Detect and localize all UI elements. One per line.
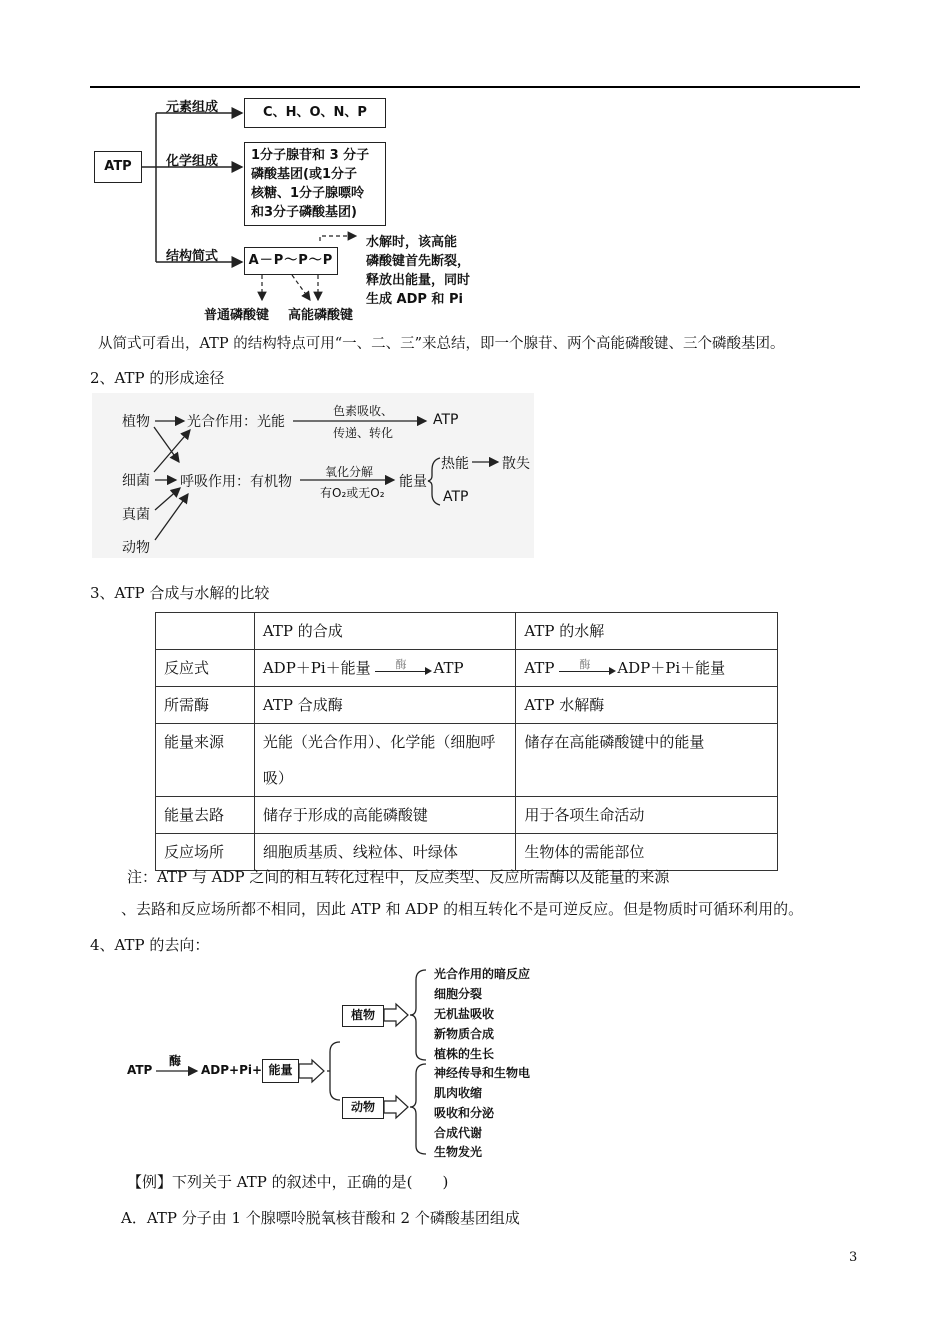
animal-use-2: 肌肉收缩: [434, 1086, 483, 1100]
atp-output-2: ATP: [443, 489, 469, 505]
row-label: 反应式: [156, 650, 255, 687]
enzyme-label: 酶: [169, 1054, 182, 1068]
heat-label: 热能: [441, 456, 469, 472]
animal-use-4: 合成代谢: [434, 1126, 483, 1140]
row-label: 能量来源: [156, 724, 255, 797]
paragraph-structure-summary: 从简式可看出，ATP 的结构特点可用“一、二、三”来总结，即一个腺苷、两个高能磷酸键、三个磷酸基团。: [98, 336, 785, 352]
note-line-1: 水解时，该高能: [366, 235, 458, 250]
row-label: 能量去路: [156, 797, 255, 834]
respiration-label: 呼吸作用：有机物: [180, 474, 292, 490]
chem-line-1: 1分子腺苷和 3 分子: [251, 148, 370, 163]
synthesis-cell: ATP 合成酶: [254, 687, 516, 724]
animal-use-1: 神经传导和生物电: [434, 1066, 531, 1080]
arrow1-top-label: 色素吸收、: [333, 404, 394, 418]
note-line-2: 、去路和反应场所都不相同，因此 ATP 和 ADP 的相互转化不是可逆反应。但是物质时可循环利用的。: [121, 900, 804, 918]
element-composition-label: 元素组成: [166, 100, 219, 115]
plant-use-2: 细胞分裂: [434, 987, 483, 1001]
synthesis-reactants: ADP＋Pi＋能量: [262, 659, 371, 677]
plant-use-3: 无机盐吸收: [434, 1007, 495, 1021]
high-energy-bond-label: 高能磷酸键: [288, 308, 354, 323]
arrow2-top-label: 氧化分解: [325, 465, 374, 479]
note-line-4: 生成 ADP 和 Pi: [366, 292, 463, 307]
synthesis-cell-line-2: 吸）: [262, 769, 293, 787]
hydrolysis-cell: 储存在高能磷酸键中的能量: [516, 724, 778, 797]
plant-use-1: 光合作用的暗反应: [434, 967, 531, 981]
note-line-3: 释放出能量，同时: [366, 273, 471, 288]
heading-formation: 2、ATP 的形成途径: [90, 369, 225, 387]
chem-line-3: 核糖、1分子腺嘌呤: [251, 186, 365, 201]
table-header-hydrolysis: ATP 的水解: [516, 613, 778, 650]
bacteria-label: 细菌: [122, 473, 150, 489]
hydrolysis-enzyme: 酶: [579, 658, 591, 671]
note-line-1: 注：ATP 与 ADP 之间的相互转化过程中，反应类型、反应所需酶以及能量的来源: [127, 868, 670, 886]
energy-label: 能量: [399, 474, 427, 490]
synthesis-enzyme: 酶: [395, 658, 407, 671]
structure-formula-label: 结构简式: [166, 249, 219, 264]
hydrolysis-cell: 用于各项生命活动: [516, 797, 778, 834]
fungi-label: 真菌: [122, 507, 150, 523]
synthesis-product: ATP: [433, 659, 464, 677]
table-header-synthesis: ATP 的合成: [254, 613, 516, 650]
row-label: 所需酶: [156, 687, 255, 724]
option-a: A．ATP 分子由 1 个腺嘌呤脱氧核苷酸和 2 个磷酸基团组成: [121, 1209, 520, 1227]
arrow2-bottom-label: 有O₂或无O₂: [320, 486, 385, 500]
energy-box: 能量: [262, 1059, 299, 1083]
hydrolysis-reactant: ATP: [524, 659, 555, 677]
synthesis-cell: 储存于形成的高能磷酸键: [254, 797, 516, 834]
row-label: 反应场所: [156, 834, 255, 871]
animal-box: 动物: [342, 1097, 384, 1119]
hydrolysis-cell: ATP 水解酶: [516, 687, 778, 724]
atp-source-label: ATP: [127, 1063, 153, 1077]
animal-use-3: 吸收和分泌: [434, 1106, 495, 1120]
normal-bond-label: 普通磷酸键: [204, 308, 270, 323]
photosynthesis-label: 光合作用：光能: [187, 414, 285, 430]
plant-box: 植物: [342, 1005, 384, 1027]
hydrolysis-products: ADP＋Pi＋能量: [617, 659, 726, 677]
atp-output-1: ATP: [433, 412, 459, 428]
synthesis-cell: 细胞质基质、线粒体、叶绿体: [254, 834, 516, 871]
products-label: ADP+Pi+: [201, 1063, 263, 1077]
animal-use-5: 生物发光: [434, 1145, 483, 1159]
arrow1-bottom-label: 传递、转化: [333, 426, 394, 440]
hydrolysis-cell: 生物体的需能部位: [516, 834, 778, 871]
plant-use-4: 新物质合成: [434, 1027, 495, 1041]
chemical-composition-label: 化学组成: [166, 154, 219, 169]
plant-label: 植物: [122, 414, 150, 430]
heading-comparison: 3、ATP 合成与水解的比较: [90, 584, 270, 602]
animal-label: 动物: [122, 540, 150, 556]
lost-label: 散失: [502, 456, 530, 472]
chem-line-4: 和3分子磷酸基团): [251, 205, 357, 220]
example-question: 【例】下列关于 ATP 的叙述中，正确的是( ): [127, 1173, 449, 1191]
heading-destination: 4、ATP 的去向：: [90, 936, 210, 954]
element-box: C、H、O、N、P: [244, 98, 386, 128]
note-line-2: 磷酸键首先断裂，: [366, 254, 471, 269]
formula-box: A－P～P～P: [244, 247, 338, 275]
atp-root-box: ATP: [94, 151, 142, 183]
page-number: 3: [849, 1250, 858, 1265]
synthesis-cell-line-1: 光能（光合作用）、化学能（细胞呼: [262, 733, 496, 751]
chem-line-2: 磷酸基团(或1分子: [251, 167, 357, 182]
plant-use-5: 植株的生长: [434, 1047, 495, 1061]
